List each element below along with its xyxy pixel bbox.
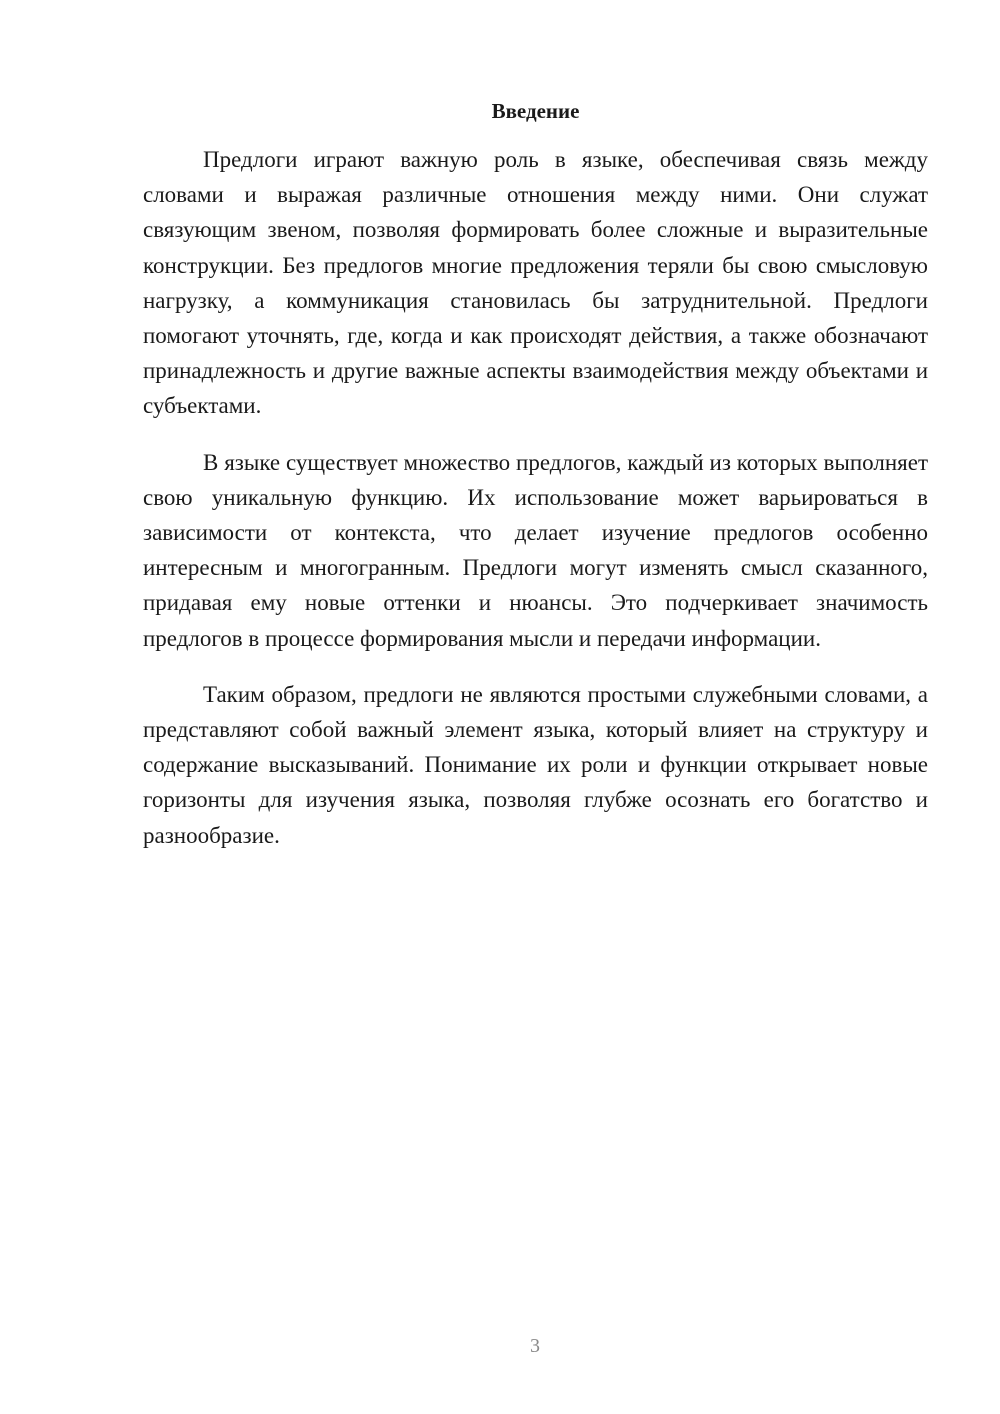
page-number: 3 [530,1335,540,1357]
paragraph-2: В языке существует множество предлогов, каждый из которых выполняет свою уникальную функцию. Их использование может варьироваться в зависимости от контекста, что делает изучение предлогов особенно интересным и многогранным. Предлоги могут изменять смысл сказанного, придавая ему новые оттенки и нюансы. Это подчеркивает значимость предлогов в процессе формирования мысли и передачи информации. [143,449,928,651]
paragraph-1: Предлоги играют важную роль в языке, обеспечивая связь между словами и выражая различные отношения между ними. Они служат связующим звеном, позволяя формировать более сложные и выразительные конструкции. Без предлогов многие предложения теряли бы свою смысловую нагрузку, а коммуникация становилась бы затруднительной. Предлоги помогают уточнять, где, когда и как происходят действия, а также обозначают принадлежность и другие важные аспекты взаимодействия между объектами и субъектами. [143,147,928,419]
section-heading: Введение [491,99,580,123]
paragraph-3: Таким образом, предлоги не являются простыми служебными словами, а представляют собой важный элемент языка, который влияет на структуру и содержание высказываний. Понимание их роли и функции открывает новые горизонты для изучения языка, позволяя глубже осознать его богатство и разнообразие. [143,681,928,848]
body-text [143,142,928,874]
